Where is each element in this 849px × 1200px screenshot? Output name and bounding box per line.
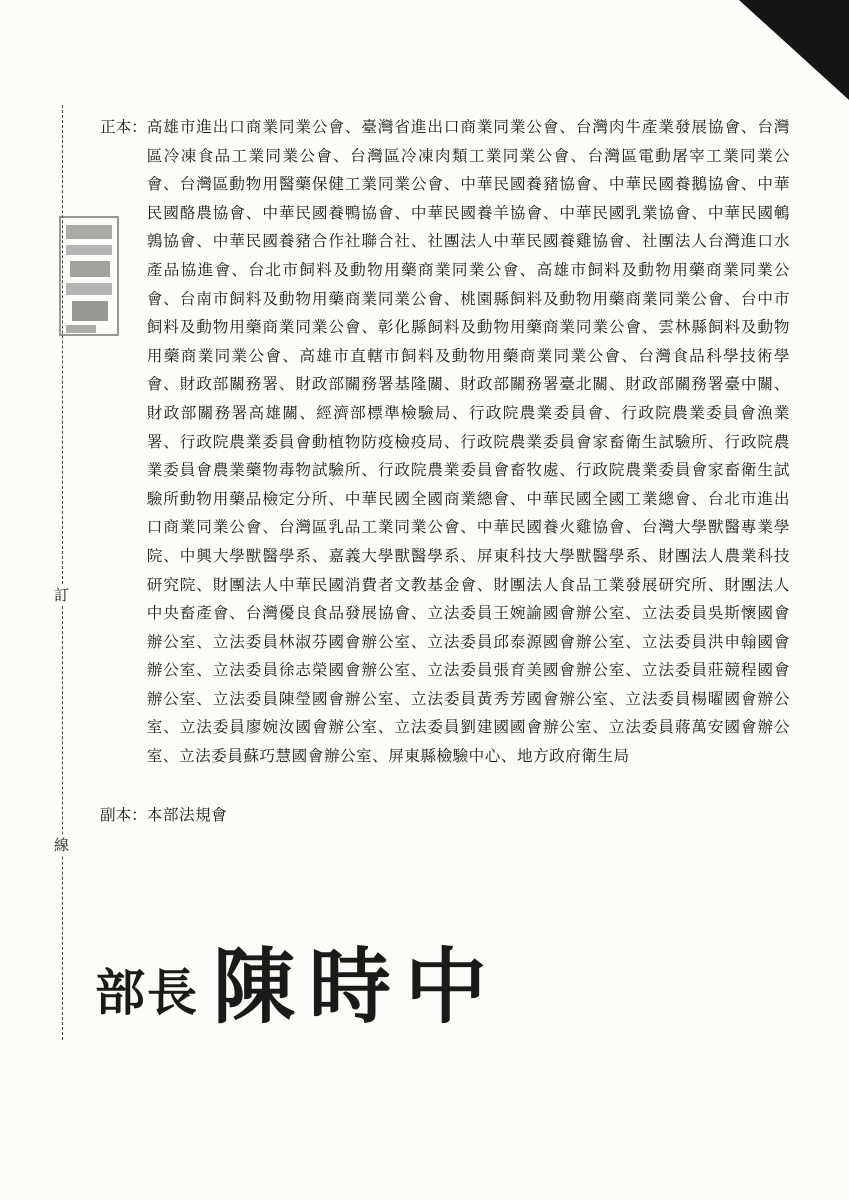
copy-recipients-text: 本部法規會 xyxy=(146,806,228,824)
signature-title: 部長 xyxy=(95,963,199,1022)
copy-recipients-section xyxy=(100,801,790,830)
copy-label: 副本： xyxy=(100,806,147,824)
binding-char-ding: 訂 xyxy=(54,586,70,604)
scan-corner-mark xyxy=(739,0,849,100)
binding-char-xian: 線 xyxy=(54,836,70,854)
original-label: 正本： xyxy=(100,118,147,136)
original-recipients-section xyxy=(100,113,790,771)
original-recipients-text: 高雄市進出口商業同業公會、臺灣省進出口商業同業公會、台灣肉牛產業發展協會、台灣區冷凍食品工業同業公會、台灣區冷凍肉類工業同業公會、台灣區電動屠宰工業同業公會、台灣區動物用醫藥保健工業同業公會、中華民國養豬協會、中華民國養鵝協會、中華民國酪農協會、中華民國養鴨協會、中華民國養羊協會、中華民國乳業協會、中華民國鵪鶉協會、中華民國養豬合作社聯合社、社團法人中華民國養雞協會、社團法人台灣進口水產品協進會、台北市飼料及動物用藥商業同業公會、高雄市飼料及動物用藥商業同業公會、台南市飼料及動物用藥商業同業公會、桃園縣飼料及動物用藥商業同業公會、台中市飼料及動物用藥商業同業公會、彰化縣飼料及動物用藥商業同業公會、雲林縣飼料及動物用藥商業同業公會、高雄市直轄市飼料及動物用藥商業同業公會、台灣食品科學技術學會、財政部關務署、財政部關務署基隆關、財政部關務署臺北關、財政部關務署臺中關、財政部關務署高雄關、經濟部標準檢驗局、行政院農業委員會、行政院農業委員會漁業署、行政院農業委員會動植物防疫檢疫局、行政院農業委員會家畜衛生試驗所、行政院農業委員會農業藥物毒物試驗所、行政院農業委員會畜牧處、行政院農業委員會家畜衛生試驗所動物用藥品檢定分所、中華民國全國商業總會、中華民國全國工業總會、台北市進出口商業同業公會、台灣區乳品工業同業公會、中華民國養火雞協會、台灣大學獸醫專業學院、中興大學獸醫學系、嘉義大學獸醫學系、屏東科技大學獸醫學系、財團法人農業科技研究院、財團法人中華民國消費者文教基金會、財團法人食品工業發展研究所、財團法人中央畜產會、台灣優良食品發展協會、立法委員王婉諭國會辦公室、立法委員吳斯懷國會辦公室、立法委員林淑芬國會辦公室、立法委員邱泰源國會辦公室、立法委員洪申翰國會辦公室、立法委員徐志榮國會辦公室、立法委員張育美國會辦公室、立法委員莊競程國會辦公室、立法委員陳瑩國會辦公室、立法委員黃秀芳國會辦公室、立法委員楊曜國會辦公室、立法委員廖婉汝國會辦公室、立法委員劉建國國會辦公室、立法委員蔣萬安國會辦公室、立法委員蘇巧慧國會辦公室、屏東縣檢驗中心、地方政府衛生局 xyxy=(146,118,790,766)
signature-name: 陳時中 xyxy=(213,939,502,1035)
minister-signature-block xyxy=(95,918,515,1035)
